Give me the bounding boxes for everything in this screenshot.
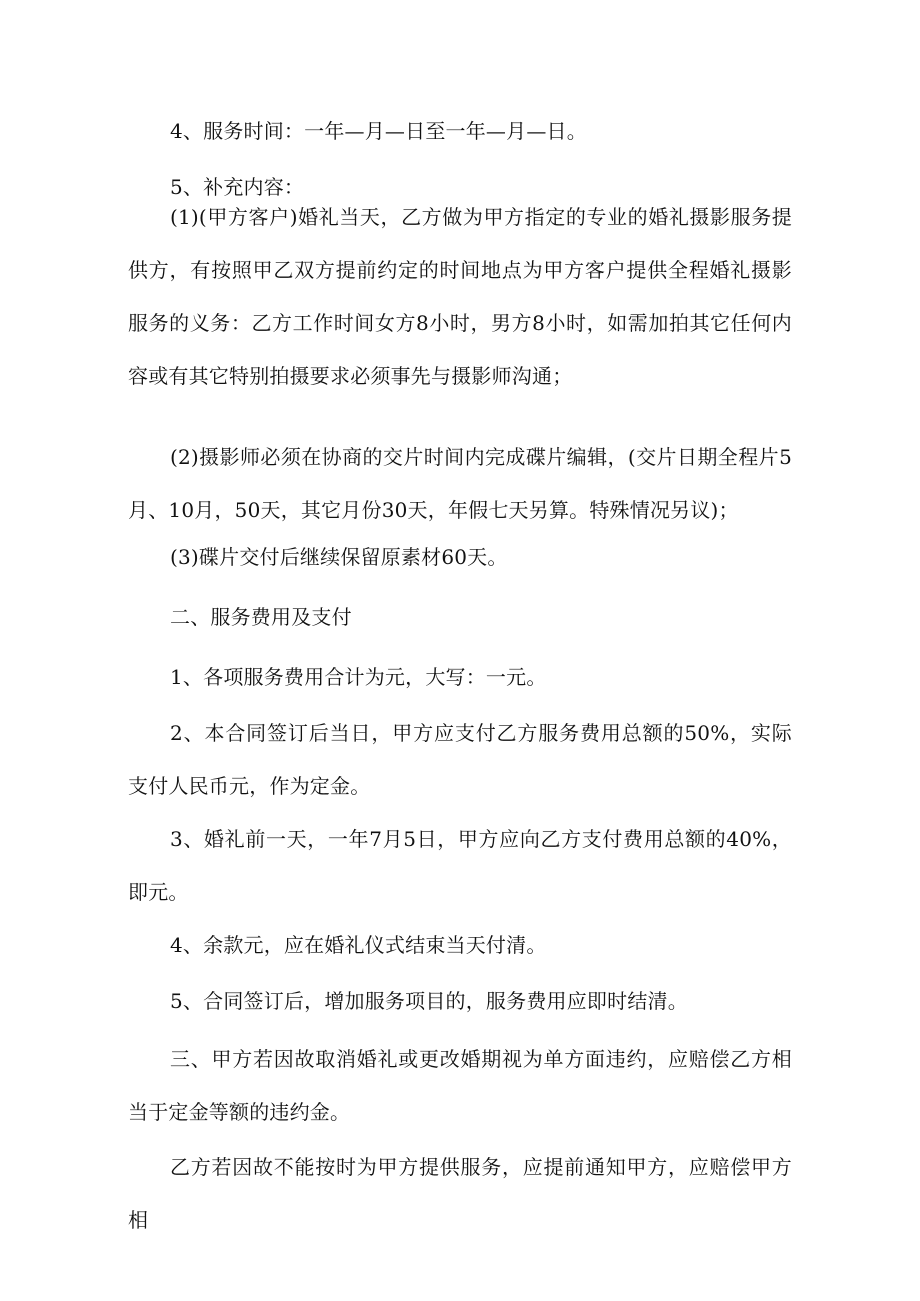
paragraph-supplement-3: (3)碟片交付后继续保留原素材60天。 — [170, 545, 508, 569]
paragraph-supplement-1: (1)(甲方客户)婚礼当天，乙方做为甲方指定的专业的婚礼摄影服务提供方，有按照甲乙双方提前约定的时间地点为甲方客户提供全程婚礼摄影服务的义务：乙方工作时间女方8小时，男方8小时，如需加拍其它任何内容或有其它特别拍摄要求必须事先与摄影师沟通； — [128, 205, 792, 388]
paragraph-fee-total: 1、各项服务费用合计为元，大写：一元。 — [170, 665, 547, 689]
paragraph-deposit: 2、本合同签订后当日，甲方应支付乙方服务费用总额的50%，实际支付人民币元，作为定金。 — [128, 721, 792, 798]
paragraph-prepayment: 3、婚礼前一天，一年7月5日，甲方应向乙方支付费用总额的40%，即元。 — [128, 827, 792, 904]
paragraph-party-a-breach: 三、甲方若因故取消婚礼或更改婚期视为单方面违约，应赔偿乙方相当于定金等额的违约金。 — [128, 1047, 792, 1124]
paragraph-supplement-2: (2)摄影师必须在协商的交片时间内完成碟片编辑，(交片日期全程片5月、10月，50天，其它月份30天，年假七天另算。特殊情况另议)； — [128, 445, 792, 522]
paragraph-party-b-breach: 乙方若因故不能按时为甲方提供服务，应提前通知甲方，应赔偿甲方相 — [128, 1155, 792, 1232]
paragraph-service-time: 4、服务时间：一年—月—日至一年—月—日。 — [170, 119, 587, 143]
paragraph-balance: 4、余款元，应在婚礼仪式结束当天付清。 — [170, 933, 547, 957]
paragraph-additional-services: 5、合同签订后，增加服务项目的，服务费用应即时结清。 — [170, 989, 688, 1013]
section-heading-fees: 二、服务费用及支付 — [170, 605, 352, 629]
paragraph-supplement-heading: 5、补充内容： — [170, 175, 305, 199]
